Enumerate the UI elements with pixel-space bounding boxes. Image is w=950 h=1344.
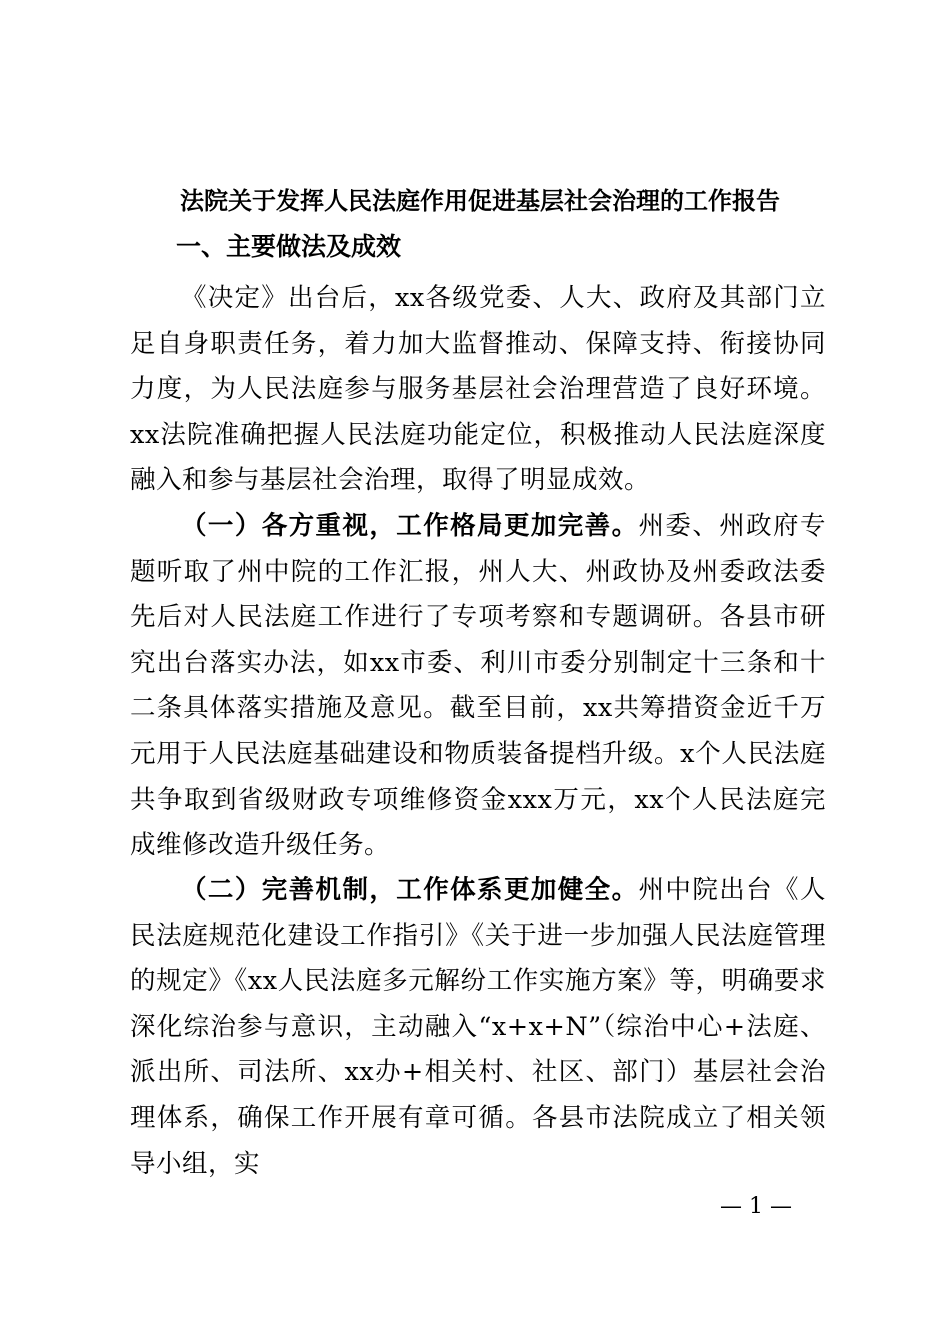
section-heading: 一、主要做法及成效 <box>176 232 402 261</box>
paragraph-3-text: 州中院出台《人民法庭规范化建设工作指引》《关于进一步加强人民法庭管理的规定》《xx人民法庭多元解纷工作实施方案》等，明确要求深化综治参与意识，主动融入“x+x+N”（综治中心+法庭、派出所、司法所、xx办+相关村、社区、部门）基层社会治理体系，确保工作开展有章可循。各县市法院成立了相关领导小组，实 <box>130 875 826 1179</box>
paragraph-1-text: 《决定》出台后，xx各级党委、人大、政府及其部门立足自身职责任务，着力加大监督推动、保障支持、衔接协同力度，为人民法庭参与服务基层社会治理营造了良好环境。xx法院准确把握人民法庭功能定位，积极推动人民法庭深度融入和参与基层社会治理，取得了明显成效。 <box>130 283 826 496</box>
document-title: 法院关于发挥人民法庭作用促进基层社会治理的工作报告 <box>180 186 780 215</box>
paragraph-1 <box>130 276 826 504</box>
paragraph-3 <box>130 868 826 1187</box>
paragraph-2-text: 州委、州政府专题听取了州中院的工作汇报，州人大、州政协及州委政法委先后对人民法庭工作进行了专项考察和专题调研。各县市研究出台落实办法，如xx市委、利川市委分别制定十三条和十二条具体落实措施及意见。截至目前，xx共筹措资金近千万元用于人民法庭基础建设和物质装备提档升级。x个人民法庭共争取到省级财政专项维修资金xxx万元，xx个人民法庭完成维修改造升级任务。 <box>130 511 826 861</box>
paragraph-2 <box>130 504 826 869</box>
paragraph-3-lead: （二）完善机制，工作体系更加健全。 <box>181 875 639 905</box>
page-number: — 1 — <box>720 1194 792 1219</box>
paragraph-2-lead: （一）各方重视，工作格局更加完善。 <box>181 511 639 541</box>
